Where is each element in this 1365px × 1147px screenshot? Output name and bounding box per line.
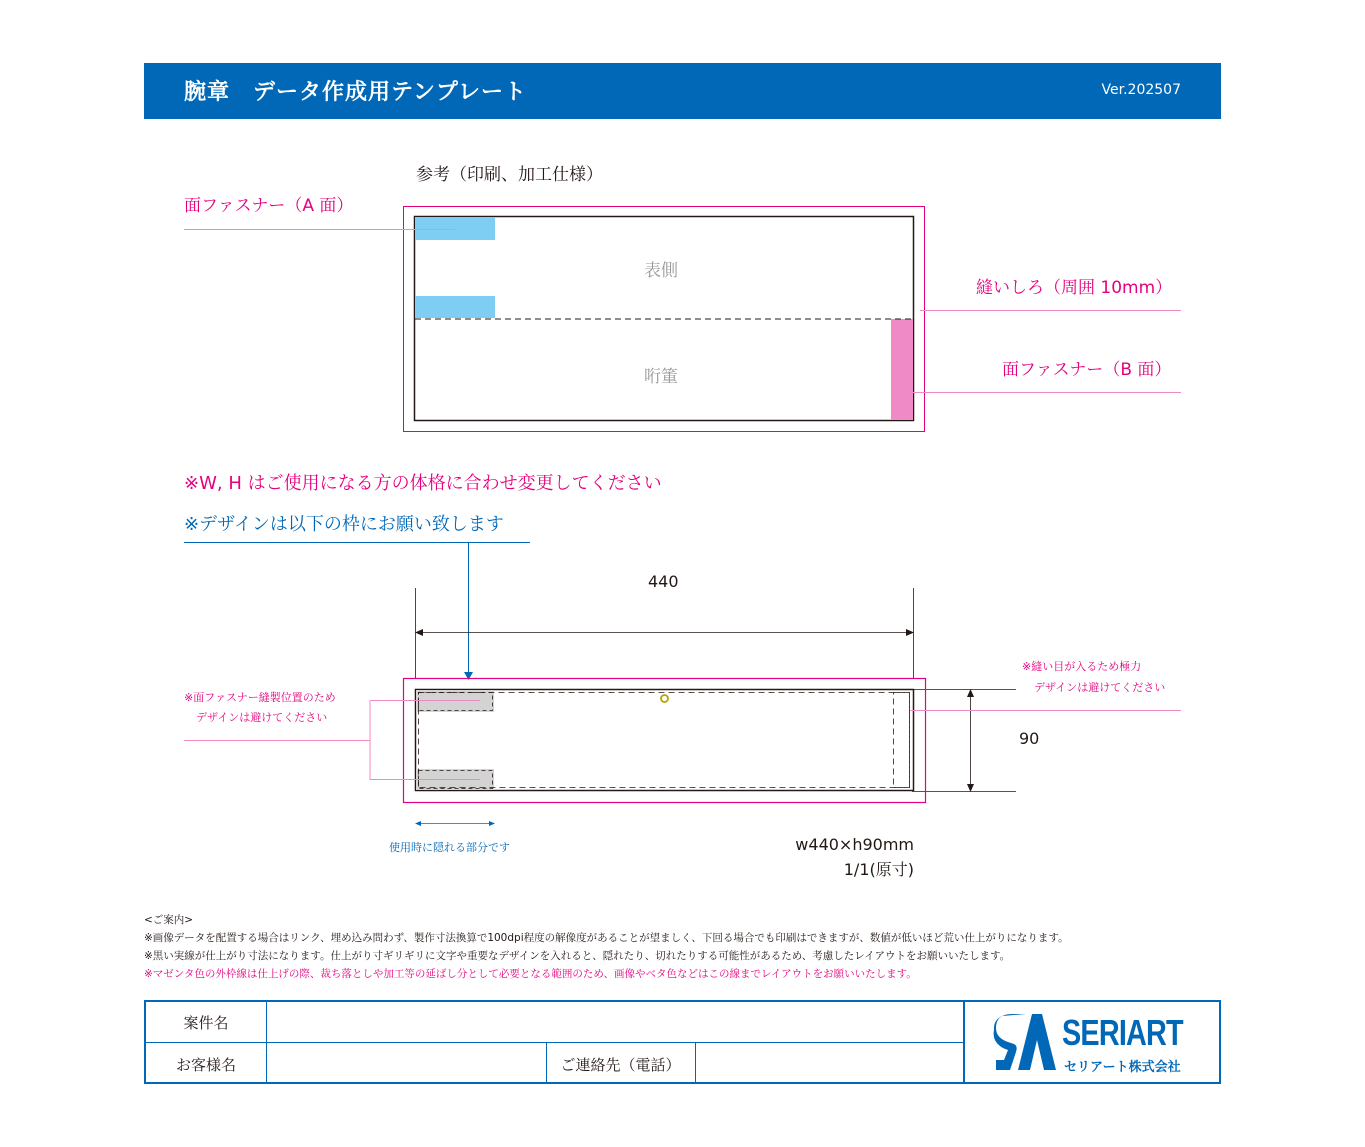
width-label: 440 (648, 572, 679, 591)
contact-label: ご連絡先（電話） (560, 1056, 681, 1074)
logo-company: セリアート株式会社 (1064, 1060, 1181, 1075)
scale-label: 1/1(原寸) (843, 860, 914, 879)
reference-front-label: 表側 (644, 261, 678, 281)
contact-field[interactable] (697, 1045, 961, 1080)
height-dimension (912, 689, 1016, 792)
logo-brand: SERIART (1062, 1012, 1183, 1053)
reference-fastener-b (891, 319, 913, 420)
company-logo (966, 1002, 1219, 1082)
guide-heading: <ご案内> (144, 914, 194, 926)
customer-name-field[interactable] (268, 1045, 544, 1080)
size-label: w440×h90mm (795, 835, 914, 854)
label-fastener-a: 面ファスナー（A 面） (184, 196, 354, 216)
page-title: 腕章 データ作成用テンプレート (184, 80, 528, 105)
height-label: 90 (1019, 729, 1040, 748)
guide-line3: ※マゼンタ色の外枠線は仕上げの際、裁ち落としや加工等の延ばし分として必要となる範囲のため、画像やベタ色などはこの線までレイアウトをお願いいたします。 (144, 968, 917, 980)
right-note-line1: ※縫い目が入るため極力 (1022, 660, 1142, 673)
hidden-part-label: 使用時に隠れる部分です (389, 841, 510, 854)
reference-back-label: 哘箽 (644, 367, 678, 387)
version-label: Ver.202507 (1101, 82, 1181, 98)
reference-diagram (184, 207, 1181, 432)
design-notice: ※デザインは以下の枠にお願い致します (184, 514, 504, 535)
label-fastener-b: 面ファスナー（B 面） (1002, 360, 1172, 380)
guide-line2: ※黒い実線が仕上がり寸法になります。仕上がり寸ギリギリに文字や重要なデザインを入れると、隠れたり、切れたりする可能性があるため、考慮したレイアウトをお願いいたします。 (144, 950, 1011, 962)
project-name-field[interactable] (268, 1004, 962, 1040)
label-margin: 縫いしろ（周囲 10mm） (976, 278, 1173, 298)
customer-name-label: お客様名 (175, 1056, 236, 1074)
guide-line1: ※画像データを配置する場合はリンク、埋め込み問わず、製作寸法換算で100dpi程度の解像度があることが望ましく、下回る場合でも印刷はできますが、数値が低いほど荒い仕上がりになります。 (144, 932, 1069, 944)
width-dimension (415, 588, 914, 678)
order-form-table (144, 1000, 1221, 1084)
reference-fastener-a-top (415, 217, 495, 240)
reference-fastener-a-bottom (415, 296, 495, 318)
design-area-pointer (184, 543, 530, 681)
left-note-line2: デザインは避けてください (196, 711, 328, 724)
left-note-line1: ※面ファスナー縫製位置のため (184, 691, 336, 704)
reference-caption: 参考（印刷、加工仕様） (416, 165, 603, 185)
right-note-line2: デザインは避けてください (1034, 681, 1166, 694)
project-name-label: 案件名 (183, 1014, 229, 1032)
wh-notice: ※W, H はご使用になる方の体格に合わせ変更してください (184, 473, 662, 494)
